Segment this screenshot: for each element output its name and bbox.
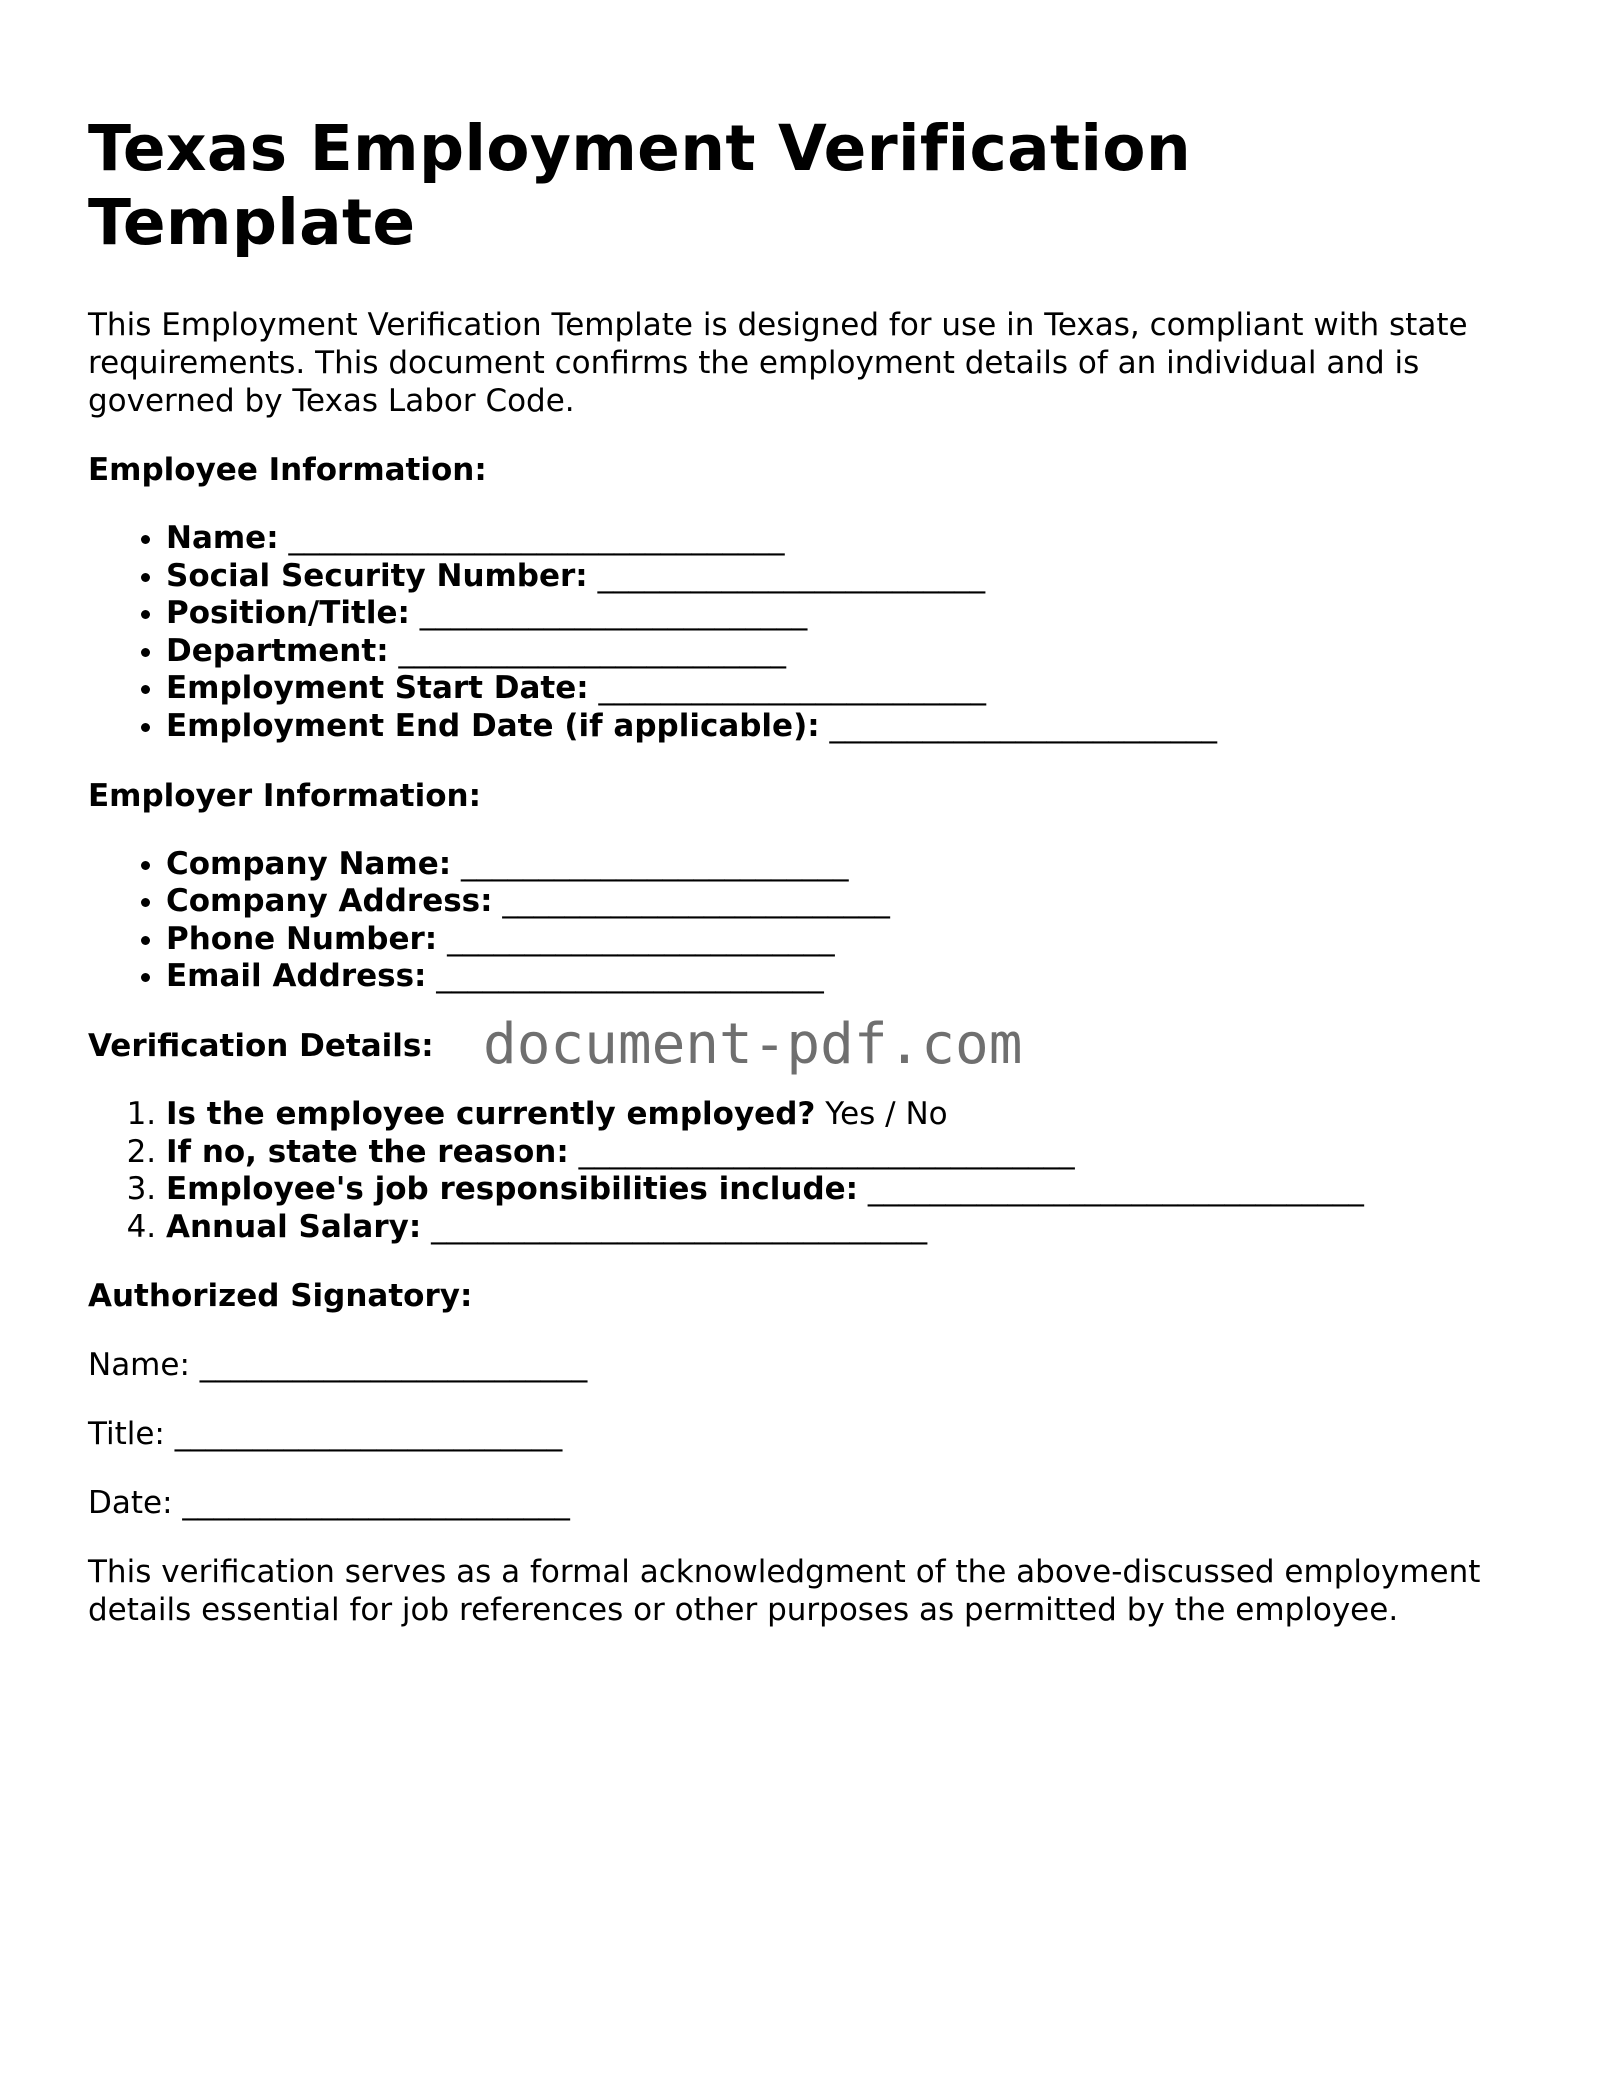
list-item <box>166 921 1528 959</box>
list-item <box>166 520 1528 558</box>
question-label: If no, state the reason: <box>166 1133 569 1170</box>
list-item <box>166 883 1528 921</box>
list-item <box>166 1209 1528 1247</box>
list-item <box>166 670 1528 708</box>
watermark: document-pdf.com <box>483 1011 1023 1077</box>
start-date-field-blank[interactable]: _________________________ <box>598 670 987 707</box>
field-label: Phone Number: <box>166 920 438 957</box>
employer-info-list <box>88 846 1528 996</box>
email-field-blank[interactable]: _________________________ <box>436 958 824 995</box>
list-item <box>166 708 1528 746</box>
list-item <box>166 633 1528 671</box>
question-label: Employee's job responsibilities include: <box>166 1171 859 1208</box>
employer-info-heading: Employer Information: <box>88 777 482 814</box>
signatory-title-label: Title: <box>88 1416 165 1453</box>
signatory-date-row <box>88 1484 1528 1522</box>
reason-field-blank[interactable]: ________________________________ <box>578 1133 1075 1170</box>
list-item <box>166 1096 1528 1134</box>
salary-field-blank[interactable]: ________________________________ <box>431 1208 928 1245</box>
signatory-name-blank[interactable]: _________________________ <box>199 1347 588 1384</box>
signatory-name-row <box>88 1346 1528 1384</box>
list-item <box>166 846 1528 884</box>
signatory-date-label: Date: <box>88 1485 173 1522</box>
intro-paragraph: This Employment Verification Template is designed for use in Texas, compliant with state requirements. This document confirms the employment details of an individual and is governed by Texas Labor Code. <box>88 307 1468 419</box>
signatory-name-label: Name: <box>88 1347 190 1384</box>
responsibilities-field-blank[interactable]: ________________________________ <box>867 1171 1364 1208</box>
document-page <box>88 0 1528 1629</box>
list-item <box>166 595 1528 633</box>
list-item <box>166 558 1528 596</box>
name-field-blank[interactable]: ________________________________ <box>288 520 785 556</box>
signatory-date-blank[interactable]: _________________________ <box>182 1485 570 1522</box>
ssn-field-blank[interactable]: _________________________ <box>597 557 986 594</box>
list-item <box>166 1171 1528 1209</box>
end-date-field-blank[interactable]: _________________________ <box>829 707 1218 744</box>
closing-paragraph: This verification serves as a formal acknowledgment of the above-discussed employment details essential for job references or other purposes as permitted by the employee. <box>88 1554 1481 1629</box>
company-address-field-blank[interactable]: _________________________ <box>502 883 890 920</box>
field-label: Position/Title: <box>166 595 410 632</box>
verification-details-heading <box>88 1011 1528 1077</box>
field-label: Employment End Date (if applicable): <box>166 707 820 744</box>
signatory-title-blank[interactable]: _________________________ <box>174 1416 563 1453</box>
field-label: Employment Start Date: <box>166 670 589 707</box>
department-field-blank[interactable]: _________________________ <box>398 632 786 669</box>
employee-info-list <box>88 520 1528 746</box>
question-label: Annual Salary: <box>166 1208 422 1245</box>
verification-heading-text: Verification Details: <box>88 1027 434 1064</box>
field-label: Social Security Number: <box>166 557 588 594</box>
employee-info-heading: Employee Information: <box>88 452 487 488</box>
signatory-title-row <box>88 1415 1528 1453</box>
employed-yes-no[interactable]: Yes / No <box>825 1095 948 1132</box>
authorized-signatory-heading: Authorized Signatory: <box>88 1278 473 1315</box>
field-label: Company Name: <box>166 845 452 882</box>
verification-list <box>88 1096 1528 1246</box>
list-item <box>166 1134 1528 1172</box>
position-field-blank[interactable]: _________________________ <box>419 595 808 632</box>
list-item <box>166 958 1528 996</box>
document-title: Texas Employment Verification Template <box>88 112 1192 259</box>
field-label: Department: <box>166 632 389 669</box>
field-label: Name: <box>166 520 279 556</box>
phone-field-blank[interactable]: _________________________ <box>447 920 835 957</box>
field-label: Email Address: <box>166 958 427 995</box>
field-label: Company Address: <box>166 883 493 920</box>
question-label: Is the employee currently employed? <box>166 1095 816 1132</box>
company-name-field-blank[interactable]: _________________________ <box>460 845 849 882</box>
